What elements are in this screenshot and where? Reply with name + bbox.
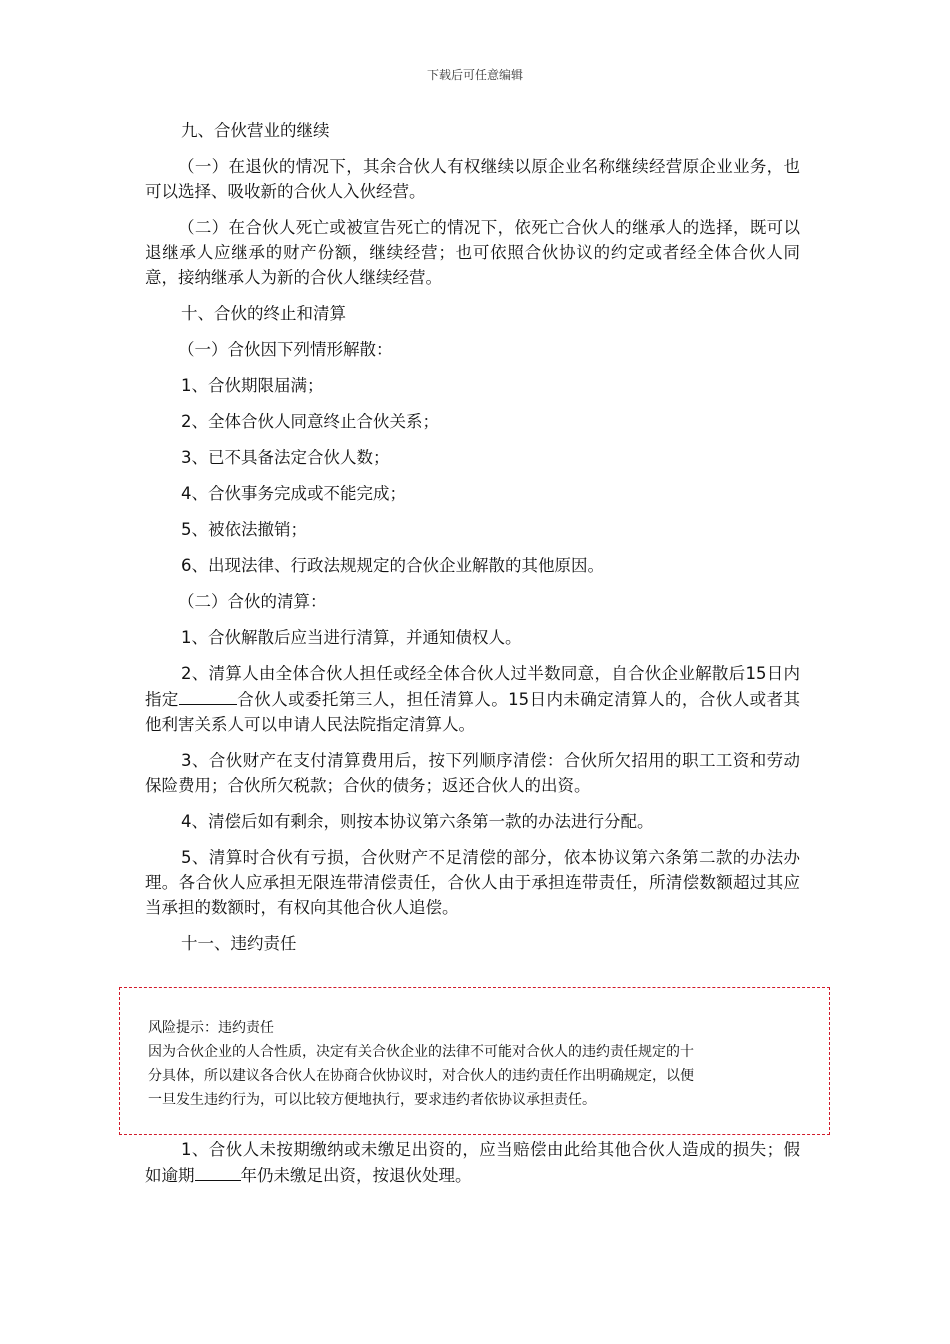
page-header: 下载后可任意编辑 xyxy=(426,68,523,82)
dissolution-item: 3、已不具备法定合伙人数； xyxy=(181,448,390,467)
breach-item-1-a: 1、合伙人未按期缴纳或未缴足出资的，应当赔偿由此给其他合伙人造成的损失；假如逾期 xyxy=(145,1140,800,1185)
liquidation-item-1: 1、合伙解散后应当进行清算，并通知债权人。 xyxy=(181,628,522,647)
breach-item-1 xyxy=(145,1137,800,1188)
section11-body xyxy=(145,1137,800,1188)
risk-text-line: 因为合伙企业的人合性质，决定有关合伙企业的法律不可能对合伙人的违约责任规定的十 xyxy=(148,1044,694,1060)
section10-sub1: （一）合伙因下列情形解散： xyxy=(178,340,393,359)
risk-text-line: 一旦发生违约行为，可以比较方便地执行，要求违约者依协议承担责任。 xyxy=(148,1092,596,1108)
liquidation-item-4: 4、清偿后如有剩余，则按本协议第六条第一款的办法进行分配。 xyxy=(181,812,654,831)
section9-para2: （二）在合伙人死亡或被宣告死亡的情况下，依死亡合伙人的继承人的选择，既可以退继承人应继承的财产份额，继续经营；也可依照合伙协议的约定或者经全体合伙人同意，接纳继承人为新的合伙人继续经营。 xyxy=(145,218,800,287)
dissolution-item: 6、出现法律、行政法规规定的合伙企业解散的其他原因。 xyxy=(181,556,604,575)
breach-item-1-b: 年仍未缴足出资，按退伙处理。 xyxy=(240,1166,472,1185)
blank-fill xyxy=(179,686,237,705)
dissolution-item: 2、全体合伙人同意终止合伙关系； xyxy=(181,412,439,431)
document-body xyxy=(145,118,800,956)
liquidation-item-2-a: 2、清算人由全体合伙人担任或经全体合伙人过半数同意，自合伙企业解散后15日内指定 xyxy=(145,664,800,709)
dissolution-item: 5、被依法撤销； xyxy=(181,520,307,539)
section9-para1: （一）在退伙的情况下，其余合伙人有权继续以原企业名称继续经营原企业业务，也可以选择、吸收新的合伙人入伙经营。 xyxy=(145,157,800,201)
blank-fill xyxy=(195,1162,241,1181)
liquidation-item-2 xyxy=(145,661,800,737)
liquidation-item-2-b: 合伙人或委托第三人，担任清算人。15日内未确定清算人的，合伙人或者其他利害关系人可以申请人民法院指定清算人。 xyxy=(145,690,800,734)
risk-text-line: 分具体，所以建议各合伙人在协商合伙协议时，对合伙人的违约责任作出明确规定，以便 xyxy=(148,1068,694,1084)
section10-title: 十、合伙的终止和清算 xyxy=(181,304,346,323)
section10-sub2: （二）合伙的清算： xyxy=(178,592,327,611)
liquidation-item-5: 5、清算时合伙有亏损，合伙财产不足清偿的部分，依本协议第六条第二款的办法办理。各合伙人应承担无限连带清偿责任，合伙人由于承担连带责任，所清偿数额超过其应当承担的数额时，有权向其他合伙人追偿。 xyxy=(145,848,800,917)
dissolution-item: 4、合伙事务完成或不能完成； xyxy=(181,484,406,503)
section11-title: 十一、违约责任 xyxy=(181,934,297,953)
dissolution-item: 1、合伙期限届满； xyxy=(181,376,324,395)
section9-title: 九、合伙营业的继续 xyxy=(181,121,330,140)
risk-title: 风险提示：违约责任 xyxy=(148,1020,274,1036)
liquidation-item-3: 3、合伙财产在支付清算费用后，按下列顺序清偿：合伙所欠招用的职工工资和劳动保险费用；合伙所欠税款；合伙的债务；返还合伙人的出资。 xyxy=(145,751,800,795)
risk-warning-box xyxy=(119,987,830,1135)
